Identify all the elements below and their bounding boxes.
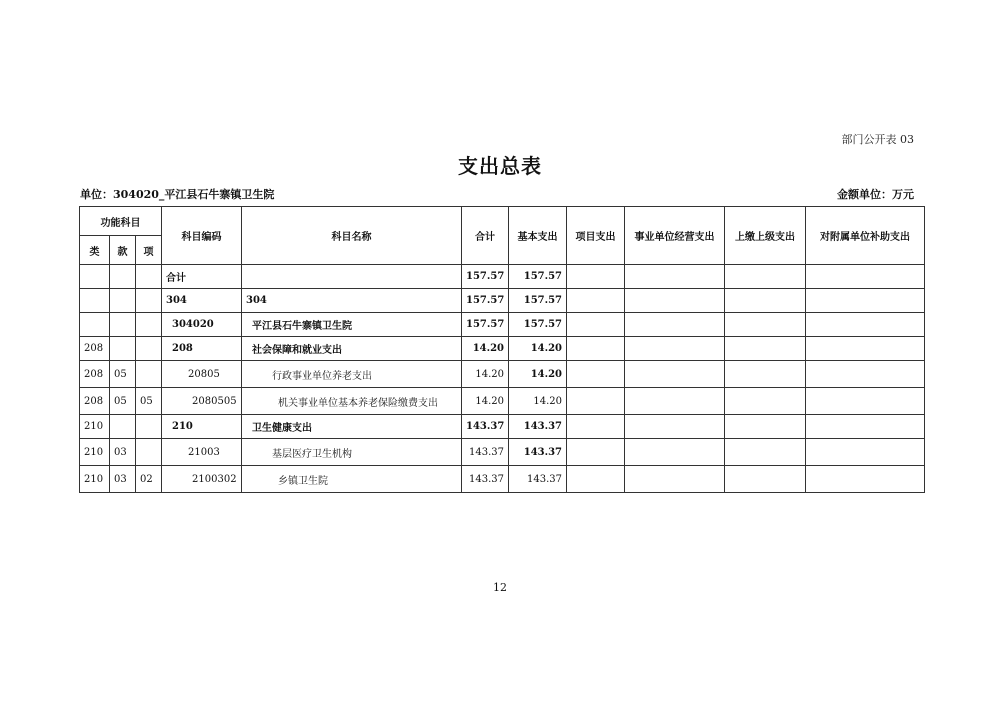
- cell-superior: [725, 439, 806, 466]
- cell-total: 157.57: [462, 265, 509, 289]
- cell-subsidy: [806, 439, 925, 466]
- table-row: [80, 289, 925, 313]
- cell-business: [625, 439, 725, 466]
- cell-business: [625, 313, 725, 337]
- cell-superior: [725, 361, 806, 388]
- cell-xiang: [136, 313, 162, 337]
- cell-kuan: 05: [110, 361, 136, 388]
- cell-kuan: [110, 289, 136, 313]
- cell-superior: [725, 415, 806, 439]
- cell-business: [625, 415, 725, 439]
- cell-xiang: [136, 415, 162, 439]
- header-name: 科目名称: [242, 207, 462, 265]
- cell-name: 基层医疗卫生机构: [242, 439, 462, 466]
- cell-lei: 210: [80, 466, 110, 493]
- cell-xiang: [136, 265, 162, 289]
- page-title: 支出总表: [458, 154, 542, 178]
- cell-xiang: [136, 361, 162, 388]
- cell-xiang: [136, 337, 162, 361]
- cell-code: 208: [162, 337, 242, 361]
- cell-business: [625, 388, 725, 415]
- cell-project: [567, 361, 625, 388]
- cell-lei: 210: [80, 439, 110, 466]
- cell-kuan: [110, 313, 136, 337]
- cell-name: 乡镇卫生院: [242, 466, 462, 493]
- expense-table: [79, 206, 925, 493]
- cell-kuan: [110, 265, 136, 289]
- cell-total: 157.57: [462, 313, 509, 337]
- cell-superior: [725, 388, 806, 415]
- cell-lei: 208: [80, 388, 110, 415]
- cell-basic: 157.57: [509, 313, 567, 337]
- header-basic: 基本支出: [509, 207, 567, 265]
- cell-basic: 14.20: [509, 388, 567, 415]
- cell-lei: [80, 289, 110, 313]
- cell-basic: 157.57: [509, 265, 567, 289]
- cell-name: [242, 265, 462, 289]
- cell-xiang: [136, 439, 162, 466]
- cell-superior: [725, 337, 806, 361]
- cell-business: [625, 289, 725, 313]
- cell-business: [625, 337, 725, 361]
- cell-project: [567, 337, 625, 361]
- header-code: 科目编码: [162, 207, 242, 265]
- cell-basic: 143.37: [509, 415, 567, 439]
- cell-subsidy: [806, 361, 925, 388]
- cell-xiang: [136, 289, 162, 313]
- cell-superior: [725, 313, 806, 337]
- cell-basic: 143.37: [509, 439, 567, 466]
- cell-code: 20805: [162, 361, 242, 388]
- header-lei: 类: [80, 236, 110, 265]
- header-xiang: 项: [136, 236, 162, 265]
- cell-code: 21003: [162, 439, 242, 466]
- cell-subsidy: [806, 265, 925, 289]
- cell-total: 14.20: [462, 337, 509, 361]
- amount-unit-label: 金额单位：万元: [837, 188, 914, 201]
- table-row: [80, 466, 925, 493]
- cell-total: 143.37: [462, 466, 509, 493]
- cell-total: 143.37: [462, 415, 509, 439]
- cell-kuan: 05: [110, 388, 136, 415]
- table-row: [80, 337, 925, 361]
- cell-code: 2100302: [162, 466, 242, 493]
- cell-xiang: 02: [136, 466, 162, 493]
- cell-project: [567, 439, 625, 466]
- table-row: [80, 388, 925, 415]
- header-subsidy: 对附属单位补助支出: [806, 207, 925, 265]
- cell-name: 社会保障和就业支出: [242, 337, 462, 361]
- cell-business: [625, 361, 725, 388]
- cell-subsidy: [806, 415, 925, 439]
- cell-name: 行政事业单位养老支出: [242, 361, 462, 388]
- table-row: [80, 313, 925, 337]
- cell-code: 304: [162, 289, 242, 313]
- cell-kuan: [110, 337, 136, 361]
- cell-kuan: 03: [110, 439, 136, 466]
- cell-code: 304020: [162, 313, 242, 337]
- cell-subsidy: [806, 466, 925, 493]
- cell-project: [567, 313, 625, 337]
- cell-project: [567, 265, 625, 289]
- cell-superior: [725, 265, 806, 289]
- table-row: [80, 415, 925, 439]
- cell-project: [567, 466, 625, 493]
- form-number: 部门公开表 03: [841, 133, 914, 146]
- cell-lei: 210: [80, 415, 110, 439]
- cell-subsidy: [806, 337, 925, 361]
- table-row: [80, 361, 925, 388]
- table-row: [80, 265, 925, 289]
- header-project: 项目支出: [567, 207, 625, 265]
- cell-project: [567, 289, 625, 313]
- cell-business: [625, 466, 725, 493]
- page-number: 12: [493, 581, 507, 594]
- cell-subsidy: [806, 313, 925, 337]
- cell-project: [567, 415, 625, 439]
- cell-lei: [80, 265, 110, 289]
- cell-lei: [80, 313, 110, 337]
- cell-total: 157.57: [462, 289, 509, 313]
- cell-code: 2080505: [162, 388, 242, 415]
- cell-name: 卫生健康支出: [242, 415, 462, 439]
- cell-name: 304: [242, 289, 462, 313]
- cell-code: 合计: [162, 265, 242, 289]
- header-total: 合计: [462, 207, 509, 265]
- header-superior: 上缴上级支出: [725, 207, 806, 265]
- cell-superior: [725, 466, 806, 493]
- table-row: [80, 439, 925, 466]
- cell-project: [567, 388, 625, 415]
- cell-basic: 14.20: [509, 361, 567, 388]
- cell-code: 210: [162, 415, 242, 439]
- cell-lei: 208: [80, 337, 110, 361]
- cell-business: [625, 265, 725, 289]
- cell-basic: 157.57: [509, 289, 567, 313]
- cell-kuan: [110, 415, 136, 439]
- cell-basic: 14.20: [509, 337, 567, 361]
- cell-name: 机关事业单位基本养老保险缴费支出: [242, 388, 462, 415]
- cell-total: 14.20: [462, 388, 509, 415]
- header-kuan: 款: [110, 236, 136, 265]
- cell-total: 14.20: [462, 361, 509, 388]
- cell-superior: [725, 289, 806, 313]
- header-func-subject: 功能科目: [80, 207, 162, 236]
- cell-kuan: 03: [110, 466, 136, 493]
- cell-subsidy: [806, 388, 925, 415]
- cell-name: 平江县石牛寨镇卫生院: [242, 313, 462, 337]
- unit-label: 单位：304020_平江县石牛寨镇卫生院: [80, 188, 275, 201]
- cell-xiang: 05: [136, 388, 162, 415]
- cell-subsidy: [806, 289, 925, 313]
- cell-total: 143.37: [462, 439, 509, 466]
- cell-basic: 143.37: [509, 466, 567, 493]
- header-business: 事业单位经营支出: [625, 207, 725, 265]
- cell-lei: 208: [80, 361, 110, 388]
